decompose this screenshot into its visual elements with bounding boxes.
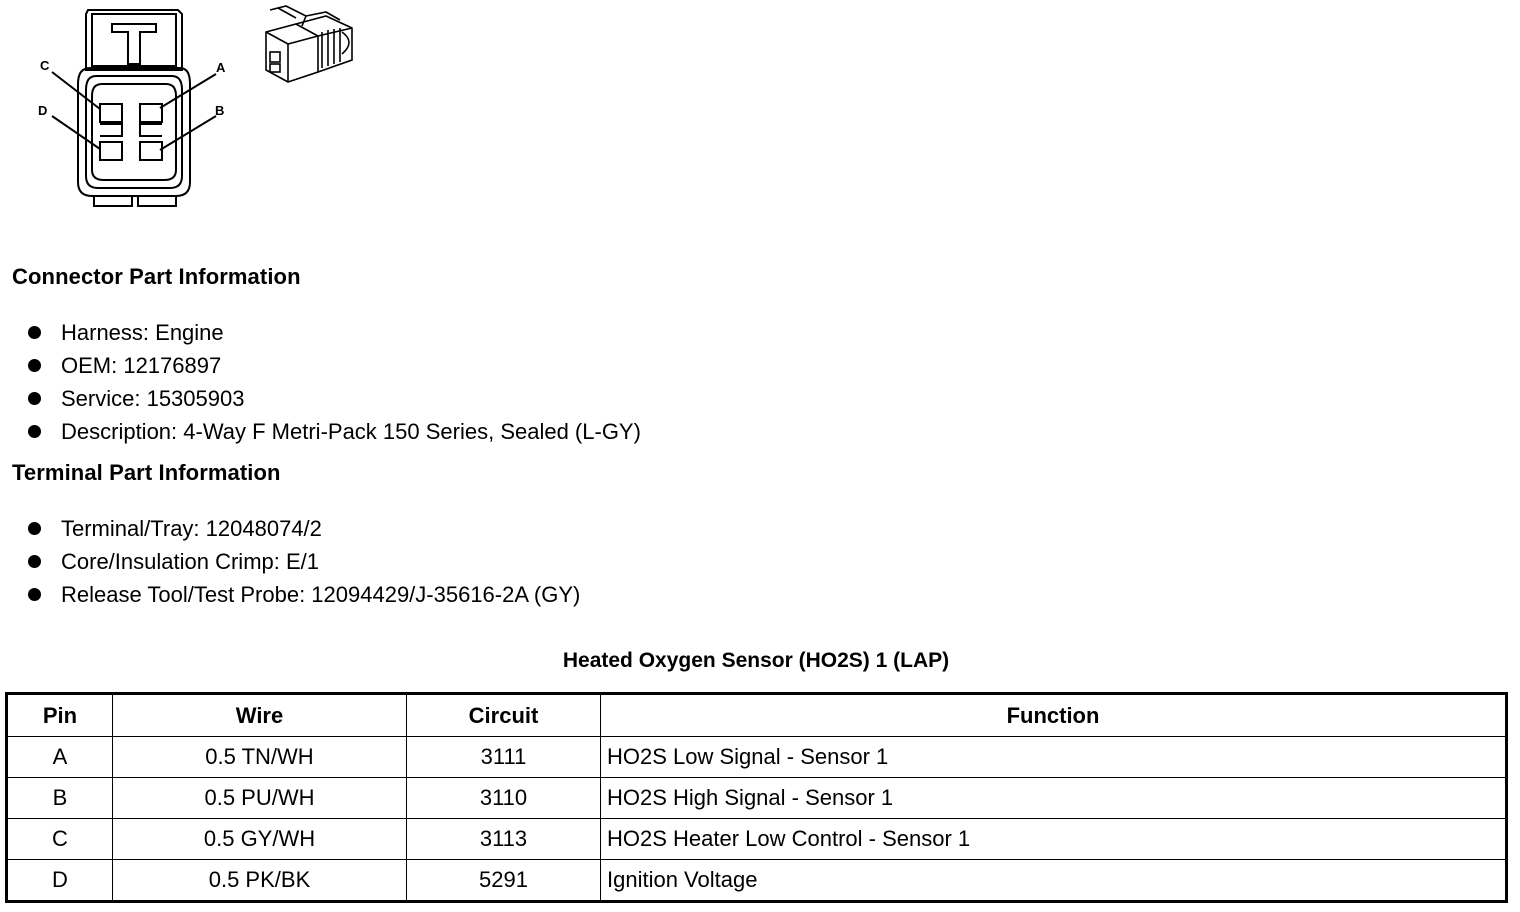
item-text: Service: 15305903 bbox=[61, 386, 245, 411]
bullet-icon bbox=[28, 425, 41, 438]
bullet-icon bbox=[28, 359, 41, 372]
bullet-icon bbox=[28, 555, 41, 568]
cell-function: HO2S Low Signal - Sensor 1 bbox=[601, 737, 1507, 778]
connector-info-heading: Connector Part Information bbox=[12, 264, 301, 289]
cell-function: HO2S High Signal - Sensor 1 bbox=[601, 778, 1507, 819]
cell-function: Ignition Voltage bbox=[601, 860, 1507, 902]
table-row bbox=[7, 737, 1507, 778]
cell-wire: 0.5 PU/WH bbox=[113, 778, 407, 819]
list-item bbox=[28, 316, 641, 349]
list-item bbox=[28, 349, 641, 382]
table-row bbox=[7, 860, 1507, 902]
pin-label-c: C bbox=[40, 58, 50, 73]
table-row bbox=[7, 778, 1507, 819]
header-pin: Pin bbox=[7, 694, 113, 737]
list-item bbox=[28, 382, 641, 415]
list-item bbox=[28, 578, 580, 611]
pin-label-a: A bbox=[216, 60, 226, 75]
connector-info-list bbox=[28, 316, 641, 448]
connector-face-diagram bbox=[30, 4, 230, 214]
cell-wire: 0.5 GY/WH bbox=[113, 819, 407, 860]
cell-pin: D bbox=[7, 860, 113, 902]
connector-isometric-image bbox=[256, 2, 360, 86]
list-item bbox=[28, 545, 580, 578]
cell-circuit: 5291 bbox=[407, 860, 601, 902]
cell-pin: B bbox=[7, 778, 113, 819]
item-text: OEM: 12176897 bbox=[61, 353, 222, 378]
cell-circuit: 3111 bbox=[407, 737, 601, 778]
bullet-icon bbox=[28, 392, 41, 405]
cell-pin: A bbox=[7, 737, 113, 778]
pin-label-d: D bbox=[38, 103, 48, 118]
terminal-info-list bbox=[28, 512, 580, 611]
cell-circuit: 3110 bbox=[407, 778, 601, 819]
cell-pin: C bbox=[7, 819, 113, 860]
item-text: Description: 4-Way F Metri-Pack 150 Series, Sealed (L-GY) bbox=[61, 419, 641, 444]
terminal-info-heading: Terminal Part Information bbox=[12, 460, 281, 485]
cell-circuit: 3113 bbox=[407, 819, 601, 860]
item-text: Harness: Engine bbox=[61, 320, 224, 345]
table-header-row bbox=[7, 694, 1507, 737]
pin-table bbox=[5, 692, 1508, 903]
list-item bbox=[28, 512, 580, 545]
item-text: Core/Insulation Crimp: E/1 bbox=[61, 549, 319, 574]
list-item bbox=[28, 415, 641, 448]
cell-function: HO2S Heater Low Control - Sensor 1 bbox=[601, 819, 1507, 860]
table-row bbox=[7, 819, 1507, 860]
header-circuit: Circuit bbox=[407, 694, 601, 737]
item-text: Release Tool/Test Probe: 12094429/J-35616-2A (GY) bbox=[61, 582, 581, 607]
header-wire: Wire bbox=[113, 694, 407, 737]
pin-label-b: B bbox=[215, 103, 225, 118]
bullet-icon bbox=[28, 522, 41, 535]
cell-wire: 0.5 PK/BK bbox=[113, 860, 407, 902]
table-title: Heated Oxygen Sensor (HO2S) 1 (LAP) bbox=[562, 649, 950, 672]
item-text: Terminal/Tray: 12048074/2 bbox=[61, 516, 322, 541]
cell-wire: 0.5 TN/WH bbox=[113, 737, 407, 778]
bullet-icon bbox=[28, 326, 41, 339]
bullet-icon bbox=[28, 588, 41, 601]
header-function: Function bbox=[601, 694, 1507, 737]
